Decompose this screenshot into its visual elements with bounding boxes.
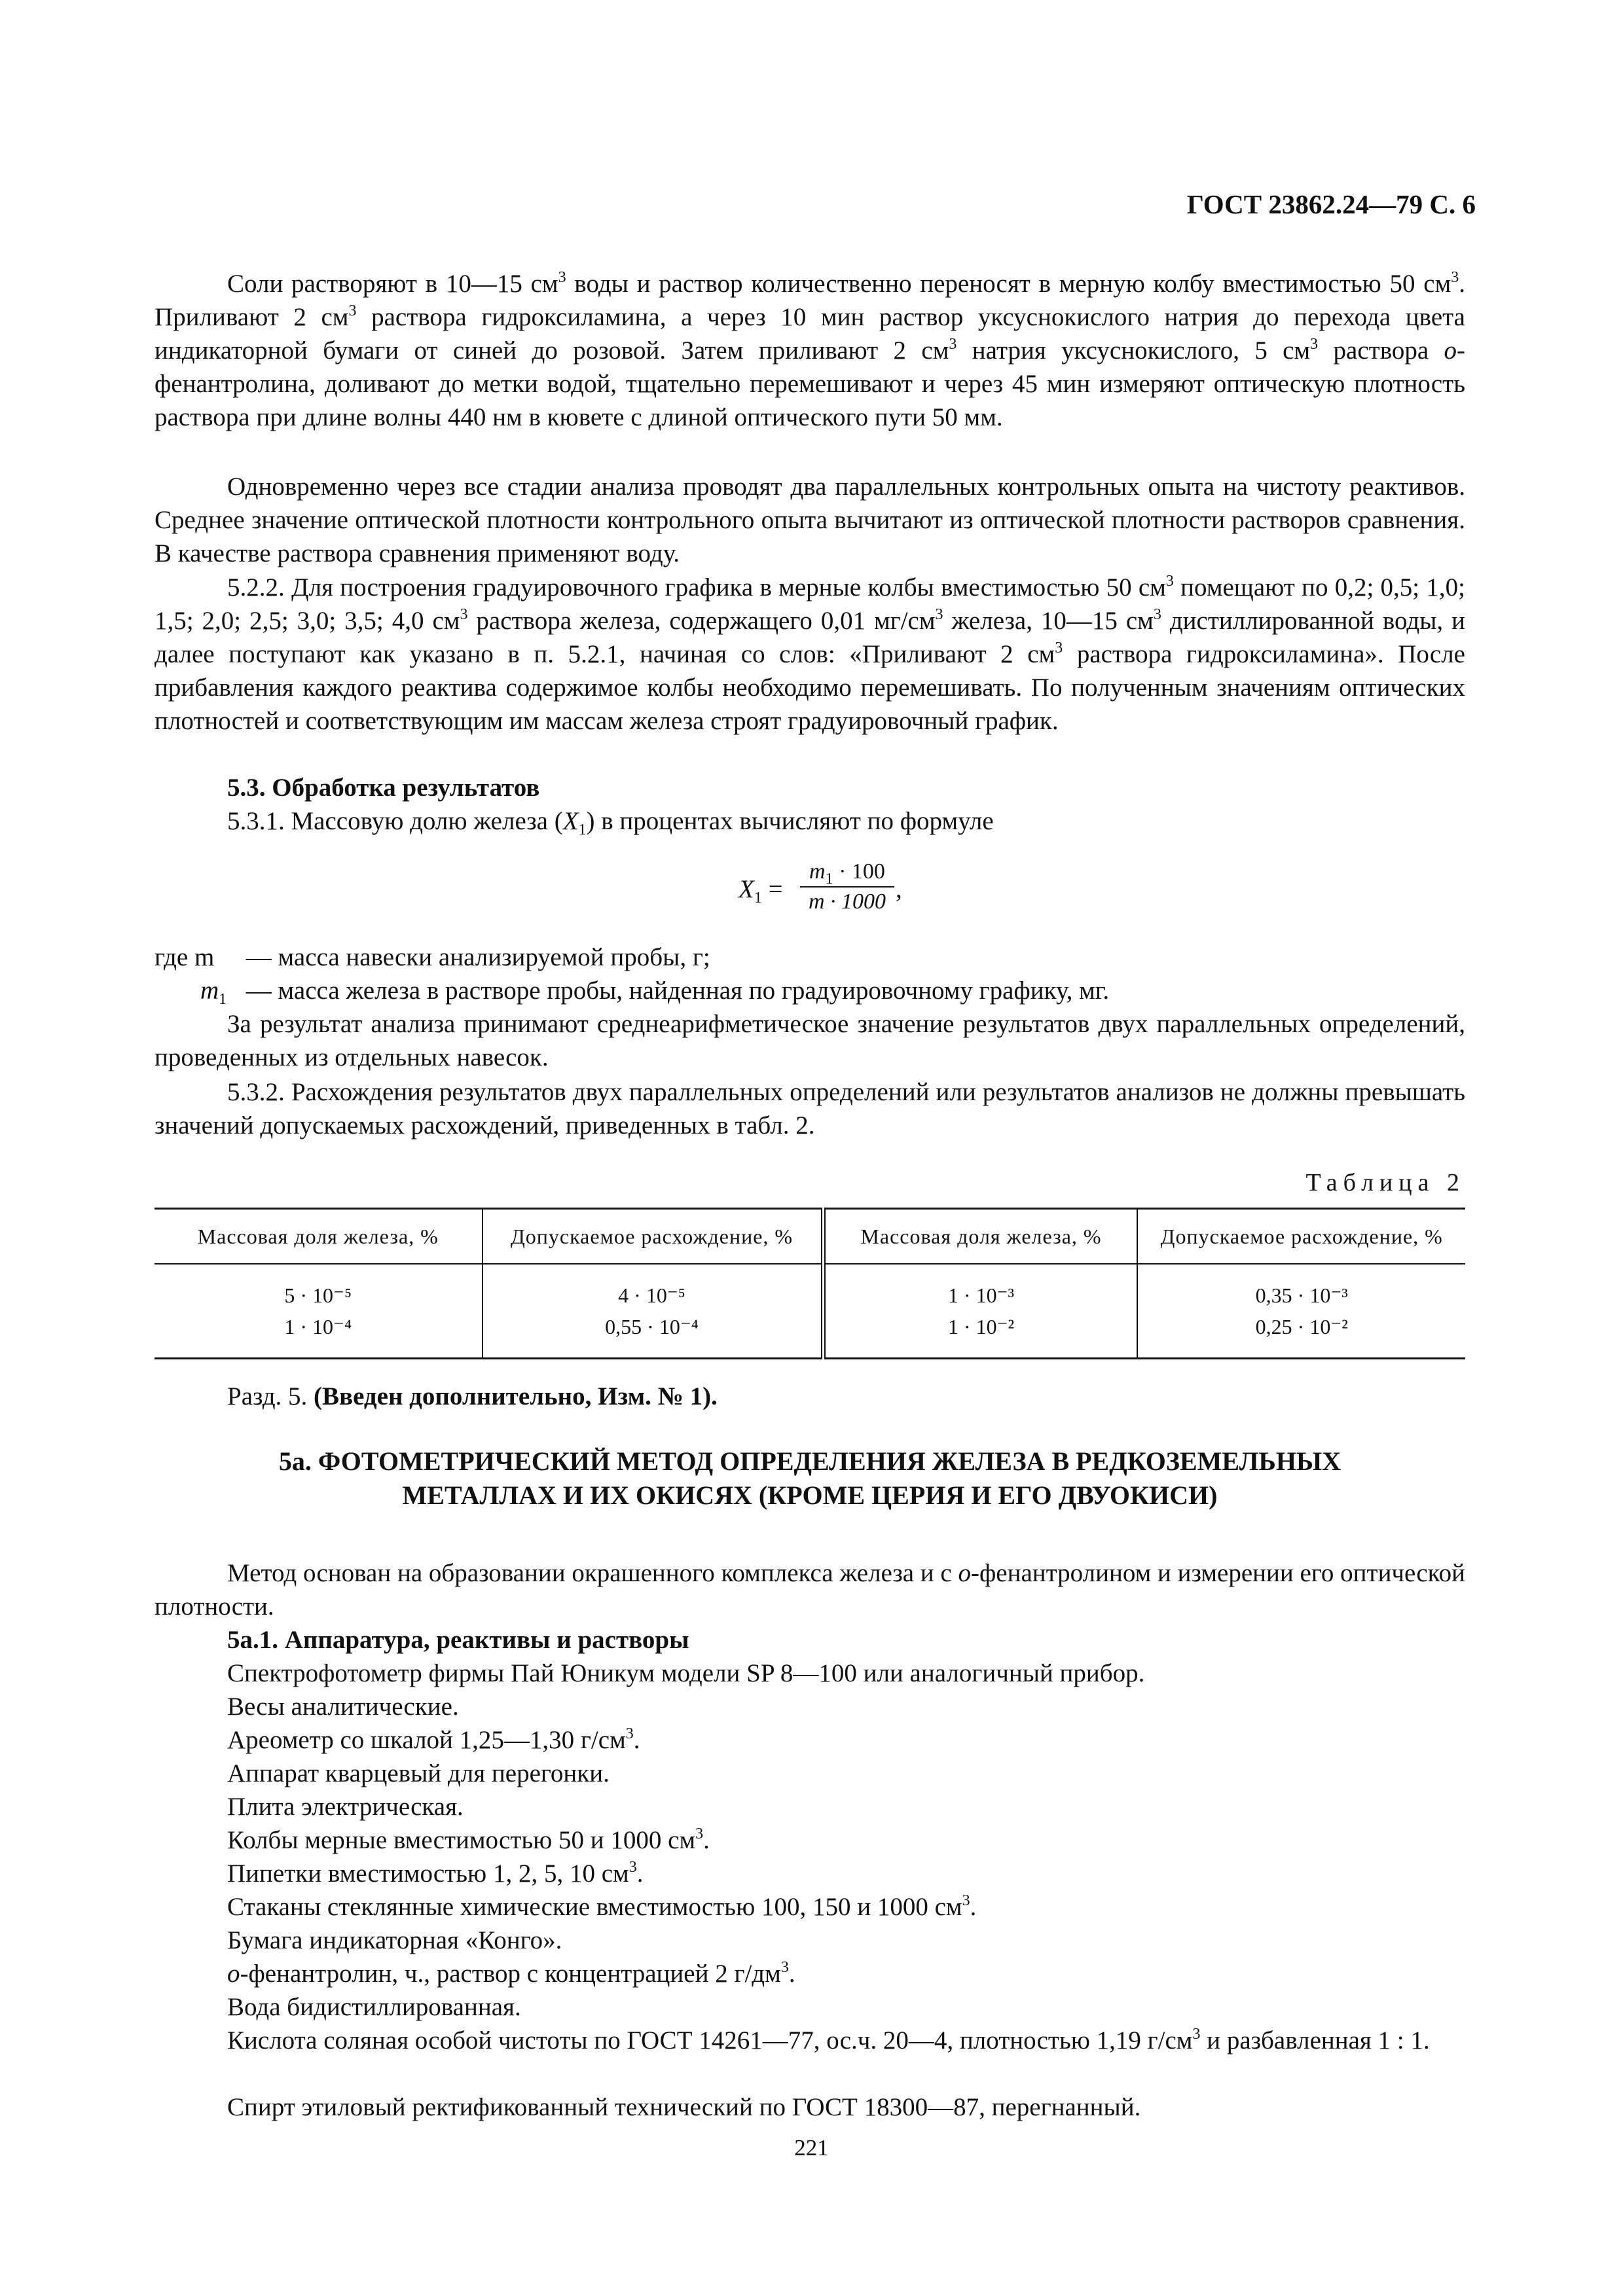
paragraph-5-3-2: 5.3.2. Расхождения результатов двух параллельных определений или результатов анализов не должны превышать значений допускаемых расхождений, приведенных в табл. 2. (155, 1078, 1465, 1139)
formula-legend-m: где m — масса навески анализируемой пробы, г; (155, 943, 710, 971)
list-item: Стаканы стеклянные химические вместимостью 100, 150 и 1000 $см^3$. (227, 1892, 977, 1921)
paragraph-dissolution: Соли растворяют в 10—15 $см^3$ воды и раствор количественно переносят в мерную колбу вместимостью 50 $см^3$. Приливают 2 $см^3$ раствора гидроксиламина, а через 10 мин раствор уксуснокислого натрия до перехода цвета индикаторной бумаги от синей до розовой. Затем приливают 2 $см^3$ натрия уксуснокислого, 5 $см^3$ раствора о-фенантролина, доливают до метки водой, тщательно перемешивают и через 45 мин измеряют оптическую плотность раствора при длине волны 440 нм в кювете с длиной оптического пути 50 мм. (155, 269, 1466, 431)
section-5a-1-heading: 5а.1. Аппаратура, реактивы и растворы (227, 1626, 689, 1654)
section-5a-heading-line1: 5а. ФОТОМЕТРИЧЕСКИЙ МЕТОД ОПРЕДЕЛЕНИЯ ЖЕЛЕЗА В РЕДКОЗЕМЕЛЬНЫХ (278, 1446, 1341, 1476)
col-header-mass-fraction-1: Массовая доля железа, % (155, 1209, 483, 1265)
formula-lhs: $X_1$ = (739, 875, 783, 906)
list-item: Аппарат кварцевый для перегонки. (227, 1759, 610, 1787)
paragraph-5-3-1: 5.3.1. Массовую долю железа $(X_1)$ в процентах вычисляют по формуле (227, 807, 994, 838)
list-item: Вода бидистиллированная. (227, 1993, 521, 2021)
list-item: Кислота соляная особой чистоты по ГОСТ 14261—77, ос.ч. 20—4, плотностью 1,19 $г/см^3$ и разбавленная 1 : 1. (227, 2026, 1430, 2054)
paragraph-control-experiment: Одновременно через все стадии анализа проводят два параллельных контрольных опыта на чистоту реактивов. Среднее значение оптической плотности контрольного опыта вычитают из оптической плотности растворов сравнения. В качестве раствора сравнения применяют воду. (155, 473, 1465, 567)
list-item: Бумага индикаторная «Конго». (227, 1926, 562, 1954)
list-item: Ареометр со шкалой 1,25—1,30 $г/см^3$. (227, 1725, 640, 1754)
table-cell: 0,35 · 10⁻³ 0,25 · 10⁻² (1137, 1264, 1465, 1359)
page-number: 221 (794, 2135, 829, 2161)
formula-denominator: m · 1000 (808, 889, 886, 914)
list-item: о-фенантролин, ч., раствор с концентрацией 2 $г/дм^3$. (227, 1959, 795, 1988)
table-header-row (155, 1209, 1465, 1265)
list-item: Спирт этиловый ректификованный технический по ГОСТ 18300—87, перегнанный. (227, 2093, 1141, 2121)
formula-numerator: $m_1 \cdot 100$ (809, 859, 885, 888)
list-item: Пипетки вместимостью 1, 2, 5, 10 $см^3$. (227, 1859, 644, 1888)
section-5a-heading-line2: МЕТАЛЛАХ И ИХ ОКИСЯХ (КРОМЕ ЦЕРИЯ И ЕГО ДВУОКИСИ) (402, 1480, 1218, 1510)
formula-legend-m1: $m_1$ — масса железа в растворе пробы, найденная по градуировочному графику, мг. (200, 977, 1110, 1008)
list-item: Весы аналитические. (227, 1693, 459, 1721)
formula-comma: , (896, 875, 902, 903)
col-header-tolerance-1: Допускаемое расхождение, % (483, 1209, 824, 1265)
formula-x1 (739, 857, 922, 920)
list-item: Колбы мерные вместимостью 50 и 1000 $см^3$. (227, 1825, 710, 1854)
col-header-mass-fraction-2: Массовая доля железа, % (823, 1209, 1137, 1265)
table-caption: Таблица 2 (1305, 1169, 1465, 1196)
formula-fraction (800, 857, 894, 916)
paragraph-5a-intro: Метод основан на образовании окрашенного комплекса железа и с о-фенантролином и измерении его оптической плотности. (155, 1559, 1465, 1621)
paragraph-5-2-2: 5.2.2. Для построения градуировочного графика в мерные колбы вместимостью 50 $см^3$ помещают по 0,2; 0,5; 1,0; 1,5; 2,0; 2,5; 3,0; 3,5; 4,0 $см^3$ раствора железа, содержащего 0,01 $мг/см^3$ железа, 10—15 $см^3$ дистиллированной воды, и далее поступают как указано в п. 5.2.1, начиная со слов: «Приливают 2 $см^3$ раствора гидроксиламина». После прибавления каждого реактива содержимое колбы необходимо перемешивать. По полученным значениям оптических плотностей и соответствующим им массам железа строят градуировочный график. (155, 573, 1465, 735)
col-header-tolerance-2: Допускаемое расхождение, % (1137, 1209, 1465, 1265)
paragraph-result: За результат анализа принимают среднеарифметическое значение результатов двух параллельных определений, проведенных из отдельных навесок. (155, 1010, 1465, 1071)
table-cell: 5 · 10⁻⁵ 1 · 10⁻⁴ (155, 1264, 483, 1359)
section-5a-heading (155, 1444, 1465, 1513)
table-cell: 4 · 10⁻⁵ 0,55 · 10⁻⁴ (483, 1264, 824, 1359)
table-cell: 1 · 10⁻³ 1 · 10⁻² (823, 1264, 1137, 1359)
table-row (155, 1264, 1465, 1359)
list-item: Плита электрическая. (227, 1793, 464, 1821)
tolerance-table (155, 1208, 1465, 1359)
section-5-3-heading: 5.3. Обработка результатов (227, 774, 540, 802)
list-item: Спектрофотометр фирмы Пай Юникум модели SP 8—100 или аналогичный прибор. (227, 1659, 1145, 1687)
page-header: ГОСТ 23862.24—79 С. 6 (1186, 189, 1476, 219)
amendment-note: Разд. 5. (Введен дополнительно, Изм. № 1). (227, 1382, 718, 1410)
